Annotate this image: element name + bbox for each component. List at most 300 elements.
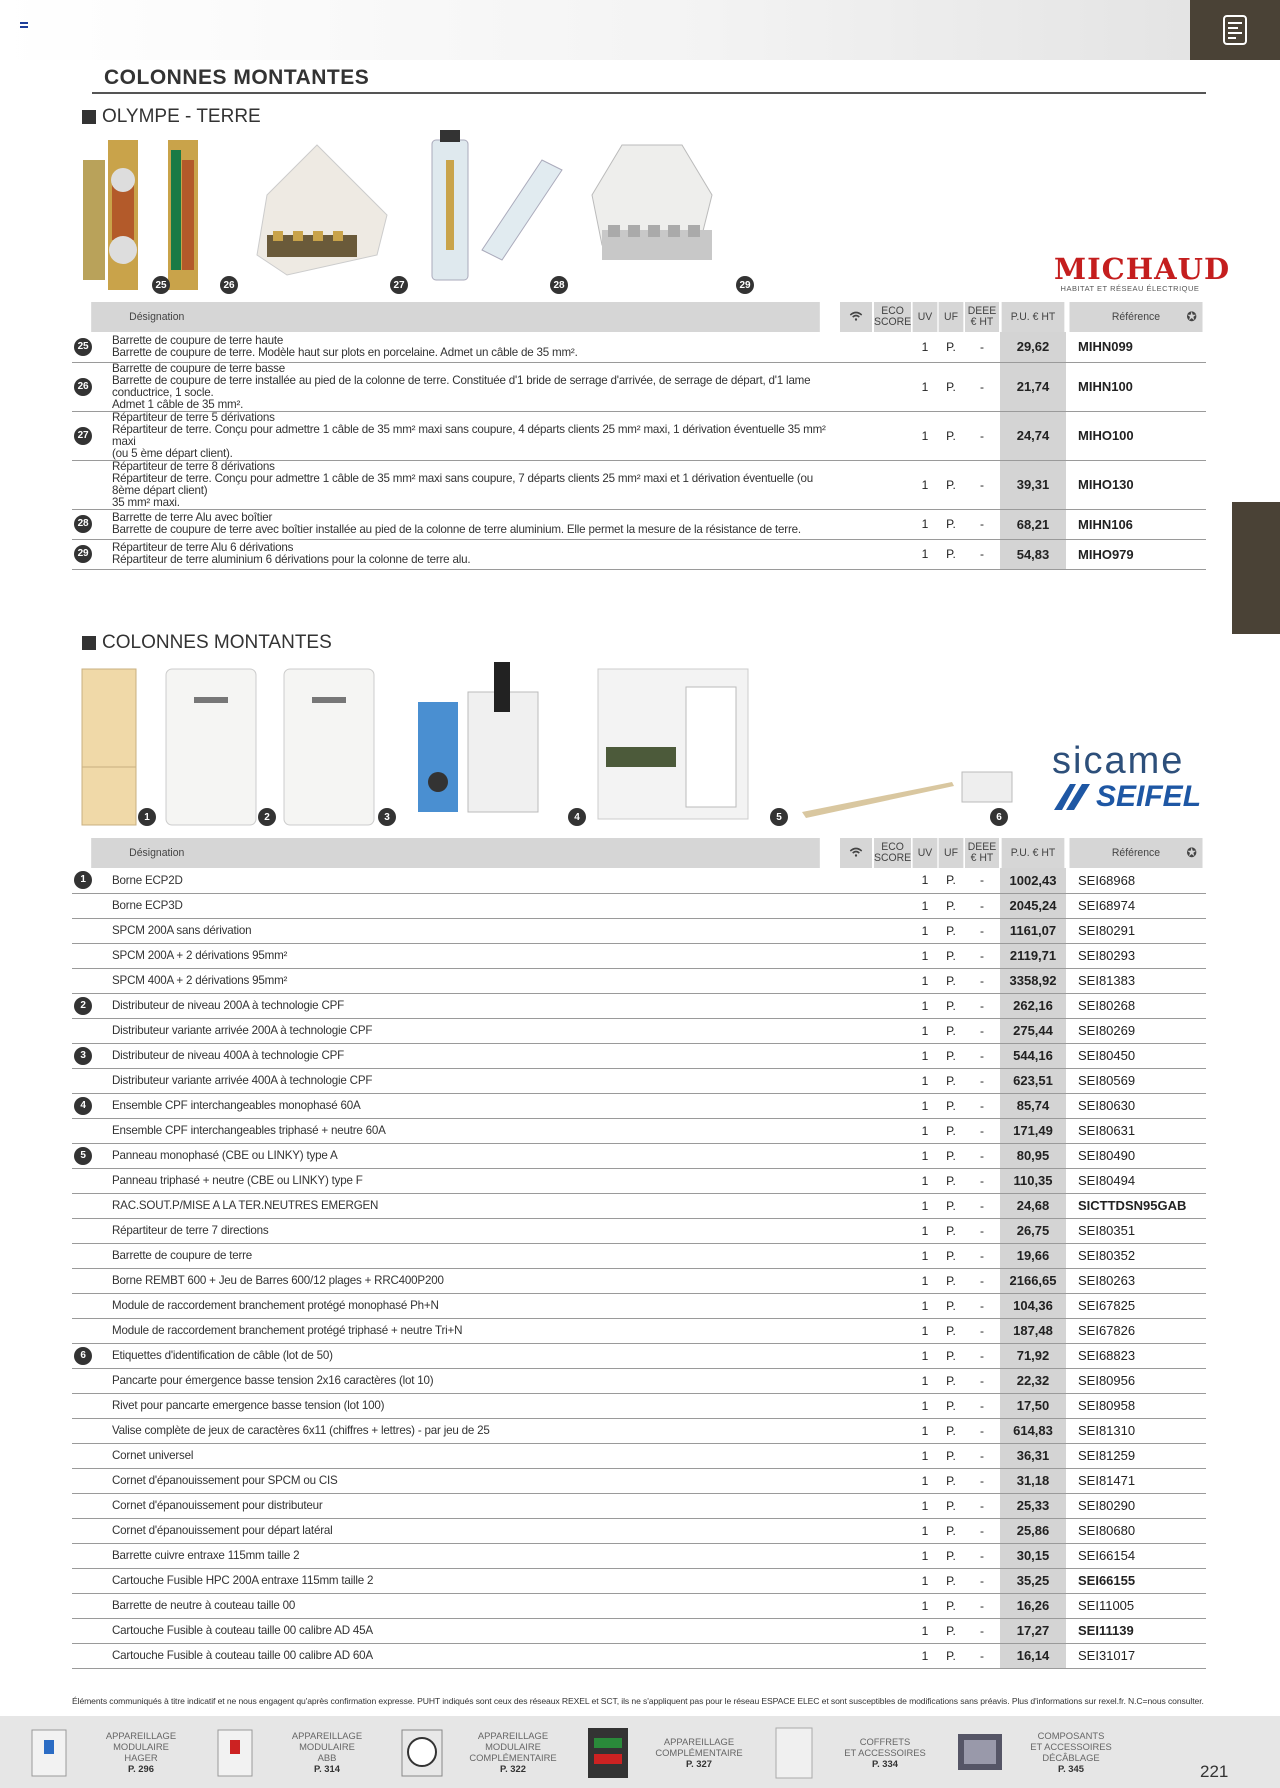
price-cell: 36,31 xyxy=(1000,1443,1066,1468)
price-cell: 171,49 xyxy=(1000,1118,1066,1143)
reference-cell[interactable]: SEI80569 xyxy=(1066,1068,1206,1093)
designation-cell xyxy=(72,1093,839,1118)
price-cell: 187,48 xyxy=(1000,1318,1066,1343)
uv-cell: 1 xyxy=(912,1543,938,1568)
price-cell: 544,16 xyxy=(1000,1043,1066,1068)
uf-cell: P. xyxy=(938,893,964,918)
designation-cell xyxy=(72,1468,839,1493)
uf-cell: P. xyxy=(938,460,964,509)
uf-cell: P. xyxy=(938,539,964,569)
michaud-logo: MICHAUD HABITAT ET RÉSEAU ÉLECTRIQUE xyxy=(1054,252,1231,293)
designation-cell xyxy=(72,1293,839,1318)
reference-cell[interactable]: SEI80269 xyxy=(1066,1018,1206,1043)
catalog-icon xyxy=(1222,14,1248,46)
deee-cell: - xyxy=(964,411,1000,460)
uv-cell: 1 xyxy=(912,411,938,460)
table-row[interactable] xyxy=(72,1543,1206,1568)
uv-cell: 1 xyxy=(912,539,938,569)
table-row[interactable] xyxy=(72,918,1206,943)
designation-label: Cornet d'épanouissement pour distributeur xyxy=(112,1499,323,1512)
uv-cell: 1 xyxy=(912,1168,938,1193)
table-row[interactable] xyxy=(72,1618,1206,1643)
designation-label: SPCM 400A + 2 dérivations 95mm² xyxy=(112,974,288,987)
designation-label: Ensemble CPF interchangeables triphasé + neutre 60A xyxy=(112,1124,386,1137)
deee-cell: - xyxy=(964,1618,1000,1643)
price-cell: 25,33 xyxy=(1000,1493,1066,1518)
table-row[interactable] xyxy=(72,1493,1206,1518)
reference-cell[interactable]: SEI81383 xyxy=(1066,968,1206,993)
designation-label: Module de raccordement branchement protégé monophasé Ph+N xyxy=(112,1299,439,1312)
uv-cell: 1 xyxy=(912,1643,938,1668)
designation-label: Répartiteur de terre 7 directions xyxy=(112,1224,269,1237)
table-row[interactable] xyxy=(72,1168,1206,1193)
product-pin: 3 xyxy=(378,808,396,826)
deee-cell: - xyxy=(964,1093,1000,1118)
section-heading-colonnes: COLONNES MONTANTES xyxy=(82,632,332,654)
uv-cell: 1 xyxy=(912,1193,938,1218)
price-cell: 54,83 xyxy=(1000,539,1066,569)
table-row[interactable] xyxy=(72,1093,1206,1118)
table-row[interactable] xyxy=(72,1018,1206,1043)
footer-nav-item[interactable] xyxy=(558,1716,744,1788)
designation-cell xyxy=(72,509,839,539)
uf-cell: P. xyxy=(938,1493,964,1518)
deee-cell: - xyxy=(964,1543,1000,1568)
sicame-product-images xyxy=(72,662,1206,832)
price-cell: 275,44 xyxy=(1000,1018,1066,1043)
table-header: Désignation ECO SCORE UV UF DEEE € HT P.U. € HT Référence ✪ xyxy=(72,838,1206,868)
table-row[interactable] xyxy=(72,1268,1206,1293)
product-pin: 4 xyxy=(568,808,586,826)
table-row[interactable] xyxy=(72,993,1206,1018)
deee-cell: - xyxy=(964,362,1000,411)
price-cell: 30,15 xyxy=(1000,1543,1066,1568)
row-pin: 2 xyxy=(74,997,92,1015)
uv-cell: 1 xyxy=(912,1343,938,1368)
designation-label: Ensemble CPF interchangeables monophasé 60A xyxy=(112,1099,361,1112)
uf-cell: P. xyxy=(938,1443,964,1468)
table-row[interactable] xyxy=(72,1068,1206,1093)
uf-cell: P. xyxy=(938,968,964,993)
reference-cell[interactable]: SICTTDSN95GAB xyxy=(1066,1193,1206,1218)
uv-cell: 1 xyxy=(912,1393,938,1418)
product-image-cpf-ensemble xyxy=(408,662,568,827)
table-row[interactable] xyxy=(72,509,1206,539)
designation-label: RAC.SOUT.P/MISE A LA TER.NEUTRES EMERGEN xyxy=(112,1199,379,1212)
uf-cell: P. xyxy=(938,993,964,1018)
table-row[interactable] xyxy=(72,1218,1206,1243)
uv-cell: 1 xyxy=(912,918,938,943)
reference-cell[interactable]: SEI68974 xyxy=(1066,893,1206,918)
wifi-icon xyxy=(840,838,872,868)
reference-cell[interactable]: SEI80450 xyxy=(1066,1043,1206,1068)
designation-label: Borne ECP2D xyxy=(112,873,183,887)
footer-nav-line: ET ACCESSOIRES xyxy=(844,1746,926,1758)
ref-header: Référence ✪ xyxy=(1070,302,1203,332)
uf-cell: P. xyxy=(938,1568,964,1593)
reference-cell[interactable]: SEI80958 xyxy=(1066,1393,1206,1418)
deee-cell: - xyxy=(964,1018,1000,1043)
table-row[interactable] xyxy=(72,332,1206,362)
settings-icon: ✪ xyxy=(1186,845,1197,860)
uv-cell: 1 xyxy=(912,1093,938,1118)
reference-cell[interactable]: SEI80631 xyxy=(1066,1118,1206,1143)
deee-cell: - xyxy=(964,1393,1000,1418)
deee-cell: - xyxy=(964,460,1000,509)
wifi-icon xyxy=(840,302,872,332)
reference-cell[interactable]: SEI66154 xyxy=(1066,1543,1206,1568)
footer-nav-item[interactable] xyxy=(930,1716,1116,1788)
footer-nav-item[interactable] xyxy=(744,1716,930,1788)
price-cell: 2119,71 xyxy=(1000,943,1066,968)
reference-cell[interactable]: SEI80290 xyxy=(1066,1493,1206,1518)
deee-cell: - xyxy=(964,893,1000,918)
designation-label: Barrette cuivre entraxe 115mm taille 2 xyxy=(112,1549,300,1562)
footer-nav-page: P. 334 xyxy=(872,1757,898,1769)
footer-nav-item[interactable] xyxy=(186,1716,372,1788)
designation-cell xyxy=(72,1418,839,1443)
deee-cell: - xyxy=(964,1343,1000,1368)
reference-cell[interactable]: SEI80291 xyxy=(1066,918,1206,943)
designation-label: Cartouche Fusible à couteau taille 00 calibre AD 60A xyxy=(112,1649,373,1662)
designation-cell xyxy=(72,1118,839,1143)
title-rule xyxy=(92,92,1206,94)
row-pin: 28 xyxy=(74,515,92,533)
price-cell: 614,83 xyxy=(1000,1418,1066,1443)
designation-cell xyxy=(72,943,839,968)
table-row[interactable] xyxy=(72,1443,1206,1468)
product-pin: 25 xyxy=(152,276,170,294)
deee-cell: - xyxy=(964,918,1000,943)
designation-cell xyxy=(72,1143,839,1168)
deee-cell: - xyxy=(964,1243,1000,1268)
enclosure-icon xyxy=(754,1724,834,1780)
designation-line: Répartiteur de terre 8 dérivations xyxy=(112,459,275,473)
designation-line: Barrette de terre Alu avec boîtier xyxy=(112,511,273,524)
price-cell: 22,32 xyxy=(1000,1368,1066,1393)
uf-cell: P. xyxy=(938,411,964,460)
designation-cell xyxy=(72,1168,839,1193)
table-row[interactable] xyxy=(72,893,1206,918)
designation-cell xyxy=(72,1593,839,1618)
uf-cell: P. xyxy=(938,1193,964,1218)
price-cell: 110,35 xyxy=(1000,1168,1066,1193)
designation-cell xyxy=(72,460,839,509)
deee-cell: - xyxy=(964,1193,1000,1218)
product-pin: 5 xyxy=(770,808,788,826)
designation-cell xyxy=(72,1393,839,1418)
designation-label: Barrette de coupure de terre xyxy=(112,1249,253,1262)
reference-cell[interactable]: SEI80494 xyxy=(1066,1168,1206,1193)
designation-cell xyxy=(72,1193,839,1218)
designation-cell xyxy=(72,332,839,362)
designation-cell xyxy=(72,1518,839,1543)
table-row[interactable] xyxy=(72,1293,1206,1318)
reference-cell[interactable]: MIHN099 xyxy=(1066,332,1206,362)
reference-cell[interactable]: SEI81310 xyxy=(1066,1418,1206,1443)
row-pin: 6 xyxy=(74,1347,92,1365)
uv-cell: 1 xyxy=(912,1568,938,1593)
reference-cell[interactable]: SEI80268 xyxy=(1066,993,1206,1018)
designation-line: (ou 5 ème départ client). xyxy=(112,446,233,460)
product-pin: 1 xyxy=(138,808,156,826)
deee-cell: - xyxy=(964,509,1000,539)
reference-cell[interactable]: SEI31017 xyxy=(1066,1643,1206,1668)
designation-label: SPCM 200A sans dérivation xyxy=(112,924,252,937)
uf-cell: P. xyxy=(938,509,964,539)
price-cell: 2045,24 xyxy=(1000,893,1066,918)
product-pin: 2 xyxy=(258,808,276,826)
product-image-borne-ecp xyxy=(80,667,140,827)
footer-nav-line: MODULAIRE xyxy=(485,1741,541,1752)
reference-cell[interactable]: SEI81471 xyxy=(1066,1468,1206,1493)
uf-cell: P. xyxy=(938,1243,964,1268)
footnote: Éléments communiqués à titre indicatif et ne nous engagent qu'après confirmation expresse. PUHT indiqués sont ceux des réseaux REXEL et SCT, ils ne s'appliquent pas pour le réseau ESPACE ELEC et sont susceptibles de modifications sans préavis. Plus d'informations sur rexel.fr. N.C=nous consulter. xyxy=(72,1696,1204,1706)
table-row[interactable] xyxy=(72,1643,1206,1668)
footer-nav-page: P. 314 xyxy=(314,1763,340,1774)
uv-cell: 1 xyxy=(912,968,938,993)
table-row[interactable] xyxy=(72,1193,1206,1218)
row-pin: 27 xyxy=(74,427,92,445)
uv-cell: 1 xyxy=(912,1243,938,1268)
table-row[interactable] xyxy=(72,1593,1206,1618)
designation-label: Module de raccordement branchement protégé triphasé + neutre Tri+N xyxy=(112,1324,463,1337)
table-row[interactable] xyxy=(72,460,1206,509)
reference-cell[interactable]: SEI11005 xyxy=(1066,1593,1206,1618)
table-row[interactable] xyxy=(72,539,1206,569)
uv-cell: 1 xyxy=(912,460,938,509)
price-cell: 16,14 xyxy=(1000,1643,1066,1668)
designation-cell xyxy=(72,1218,839,1243)
price-cell: 16,26 xyxy=(1000,1593,1066,1618)
footer-nav-line: ABB xyxy=(317,1752,337,1763)
designation-line: Répartiteur de terre. Conçu pour admettre 1 câble de 35 mm² maxi sans coupure, 7 départs clients 25 mm² maxi et 1 dérivation éventuelle (ou 8ème départ client) xyxy=(112,471,814,497)
reference-cell[interactable]: SEI67826 xyxy=(1066,1318,1206,1343)
table-row[interactable] xyxy=(72,1243,1206,1268)
footer-nav-line: COMPOSANTS xyxy=(1037,1730,1105,1741)
price-cell: 26,75 xyxy=(1000,1218,1066,1243)
uv-cell: 1 xyxy=(912,1043,938,1068)
deee-cell: - xyxy=(964,868,1000,893)
designation-cell xyxy=(72,1493,839,1518)
reference-cell[interactable]: SEI80351 xyxy=(1066,1218,1206,1243)
footer-nav-line: COMPLÉMENTAIRE xyxy=(655,1746,743,1758)
table-row[interactable] xyxy=(72,1118,1206,1143)
table-row[interactable] xyxy=(72,1418,1206,1443)
designation-label: Borne ECP3D xyxy=(112,899,183,912)
designation-cell xyxy=(72,968,839,993)
table-row[interactable] xyxy=(72,1518,1206,1543)
deee-cell: - xyxy=(964,539,1000,569)
product-image-barrette-haute xyxy=(78,140,218,300)
uv-cell: 1 xyxy=(912,1268,938,1293)
deee-cell: - xyxy=(964,1268,1000,1293)
table-row[interactable] xyxy=(72,1468,1206,1493)
reference-cell[interactable]: MIHN100 xyxy=(1066,362,1206,411)
footer-nav-page: P. 322 xyxy=(500,1763,526,1774)
designation-label: Cornet universel xyxy=(112,1449,194,1462)
designation-cell xyxy=(72,1568,839,1593)
corner-tab[interactable] xyxy=(1190,0,1280,60)
reference-cell[interactable]: SEI80490 xyxy=(1066,1143,1206,1168)
deee-cell: - xyxy=(964,1468,1000,1493)
table-row[interactable] xyxy=(72,1393,1206,1418)
uv-cell: 1 xyxy=(912,1318,938,1343)
footer-nav-item[interactable] xyxy=(372,1716,558,1788)
deee-cell: - xyxy=(964,1493,1000,1518)
designation-line: Admet 1 câble de 35 mm². xyxy=(112,397,244,411)
uf-cell: P. xyxy=(938,918,964,943)
price-cell: 80,95 xyxy=(1000,1143,1066,1168)
uf-cell: P. xyxy=(938,1018,964,1043)
deee-cell: - xyxy=(964,1568,1000,1593)
reference-cell[interactable]: SEI80352 xyxy=(1066,1243,1206,1268)
price-cell: 1002,43 xyxy=(1000,868,1066,893)
table-row[interactable] xyxy=(72,411,1206,460)
reference-cell[interactable]: SEI81259 xyxy=(1066,1443,1206,1468)
michaud-product-images xyxy=(72,130,1231,300)
product-pin: 28 xyxy=(550,276,568,294)
uv-cell: 1 xyxy=(912,1618,938,1643)
uf-cell: P. xyxy=(938,1268,964,1293)
reference-cell[interactable]: MIHO130 xyxy=(1066,460,1206,509)
designation-cell xyxy=(72,362,839,411)
designation-label: Cartouche Fusible à couteau taille 00 calibre AD 45A xyxy=(112,1624,373,1637)
deee-cell: - xyxy=(964,1643,1000,1668)
designation-cell xyxy=(72,1343,839,1368)
uf-cell: P. xyxy=(938,332,964,362)
uv-cell: 1 xyxy=(912,1593,938,1618)
modular-device-icon xyxy=(10,1724,90,1780)
uf-cell: P. xyxy=(938,1543,964,1568)
footer-nav-line: MODULAIRE xyxy=(113,1741,169,1752)
footer-nav-item[interactable] xyxy=(0,1716,186,1788)
designation-cell xyxy=(72,1068,839,1093)
footer-nav-line: COFFRETS xyxy=(859,1735,911,1747)
table-row[interactable] xyxy=(72,943,1206,968)
footer-nav-line: APPAREILLAGE xyxy=(477,1730,549,1741)
deee-cell: - xyxy=(964,1368,1000,1393)
uv-cell: 1 xyxy=(912,332,938,362)
uf-cell: P. xyxy=(938,1393,964,1418)
table-row[interactable] xyxy=(72,1043,1206,1068)
deee-cell: - xyxy=(964,1318,1000,1343)
deee-cell: - xyxy=(964,1418,1000,1443)
uv-cell: 1 xyxy=(912,362,938,411)
reference-cell[interactable]: MIHN106 xyxy=(1066,509,1206,539)
table-row[interactable] xyxy=(72,1143,1206,1168)
deee-cell: - xyxy=(964,1168,1000,1193)
table-row[interactable] xyxy=(72,868,1206,893)
deee-cell: - xyxy=(964,1218,1000,1243)
designation-label: Cartouche Fusible HPC 200A entraxe 115mm taille 2 xyxy=(112,1574,374,1587)
reference-cell[interactable]: SEI80680 xyxy=(1066,1518,1206,1543)
reference-cell[interactable]: MIHO979 xyxy=(1066,539,1206,569)
table-row[interactable] xyxy=(72,1568,1206,1593)
footer-nav-line: COMPLÉMENTAIRE xyxy=(469,1752,557,1763)
row-pin: 25 xyxy=(74,338,92,356)
uf-cell: P. xyxy=(938,1043,964,1068)
designation-line: Barrette de coupure de terre installée au pied de la colonne de terre. Constituée d'1 bride de serrage d'arrivée, de serrage de départ, d'1 lame conductrice, 1 socle. xyxy=(112,373,811,399)
table-row[interactable] xyxy=(72,1343,1206,1368)
designation-label: Distributeur de niveau 400A à technologie CPF xyxy=(112,1049,345,1062)
row-pin: 3 xyxy=(74,1047,92,1065)
uf-cell: P. xyxy=(938,1293,964,1318)
ref-header: Référence ✪ xyxy=(1070,838,1203,868)
price-cell: 35,25 xyxy=(1000,1568,1066,1593)
reference-cell[interactable]: SEI80956 xyxy=(1066,1368,1206,1393)
designation-cell xyxy=(72,1018,839,1043)
uv-cell: 1 xyxy=(912,1068,938,1093)
deee-cell: - xyxy=(964,1518,1000,1543)
table-row[interactable] xyxy=(72,1318,1206,1343)
price-cell: 17,50 xyxy=(1000,1393,1066,1418)
uf-cell: P. xyxy=(938,1518,964,1543)
table-header: Désignation ECO SCORE UV UF DEEE € HT P.U. € HT Référence ✪ xyxy=(72,302,1206,332)
breaker-icon xyxy=(196,1724,276,1780)
designation-cell xyxy=(72,1543,839,1568)
designation-cell xyxy=(72,1268,839,1293)
flag-icon xyxy=(20,22,28,28)
deee-cell: - xyxy=(964,943,1000,968)
reference-cell[interactable]: SEI80263 xyxy=(1066,1268,1206,1293)
reference-cell[interactable]: MIHO100 xyxy=(1066,411,1206,460)
uv-cell: 1 xyxy=(912,1018,938,1043)
reference-cell[interactable]: SEI66155 xyxy=(1066,1568,1206,1593)
section-heading-olympe: OLYMPE - TERRE xyxy=(82,106,261,128)
product-image-repartiteur-alu-6 xyxy=(582,135,732,285)
deee-cell: - xyxy=(964,1118,1000,1143)
reference-cell[interactable]: SEI67825 xyxy=(1066,1293,1206,1318)
reference-cell[interactable]: SEI68823 xyxy=(1066,1343,1206,1368)
designation-label: Valise complète de jeux de caractères 6x11 (chiffres + lettres) - par jeu de 25 xyxy=(112,1424,490,1437)
footer-nav-line: APPAREILLAGE xyxy=(105,1730,177,1741)
reference-cell[interactable]: SEI80293 xyxy=(1066,943,1206,968)
price-cell: 24,74 xyxy=(1000,411,1066,460)
table-row[interactable] xyxy=(72,362,1206,411)
table-row[interactable] xyxy=(72,968,1206,993)
footer-nav-line: APPAREILLAGE xyxy=(291,1730,363,1741)
reference-cell[interactable]: SEI68968 xyxy=(1066,868,1206,893)
product-pin: 26 xyxy=(220,276,238,294)
table-row[interactable] xyxy=(72,1368,1206,1393)
row-pin: 4 xyxy=(74,1097,92,1115)
uv-cell: 1 xyxy=(912,893,938,918)
designation-line: Répartiteur de terre aluminium 6 dérivations pour la colonne de terre alu. xyxy=(112,553,471,566)
reference-cell[interactable]: SEI11139 xyxy=(1066,1618,1206,1643)
product-image-repartiteur-8 xyxy=(412,130,572,290)
michaud-product-table xyxy=(72,302,1206,570)
designation-cell xyxy=(72,918,839,943)
footer-nav-page: P. 345 xyxy=(1058,1763,1084,1774)
product-image-repartiteur-5 xyxy=(247,135,397,290)
uf-cell: P. xyxy=(938,1643,964,1668)
reference-cell[interactable]: SEI80630 xyxy=(1066,1093,1206,1118)
deee-cell: - xyxy=(964,1143,1000,1168)
product-image-distributeur-200a xyxy=(164,667,259,827)
designation-line: Barrette de coupure de terre basse xyxy=(112,361,286,375)
section-side-tab[interactable] xyxy=(1232,502,1280,634)
designation-cell xyxy=(72,1618,839,1643)
designation-label: SPCM 200A + 2 dérivations 95mm² xyxy=(112,949,288,962)
designation-label: Distributeur variante arrivée 400A à technologie CPF xyxy=(112,1074,373,1087)
uf-cell: P. xyxy=(938,1618,964,1643)
price-cell: 262,16 xyxy=(1000,993,1066,1018)
row-pin: 29 xyxy=(74,545,92,563)
footer-nav-page: P. 296 xyxy=(128,1763,154,1774)
price-cell: 17,27 xyxy=(1000,1618,1066,1643)
price-cell: 68,21 xyxy=(1000,509,1066,539)
